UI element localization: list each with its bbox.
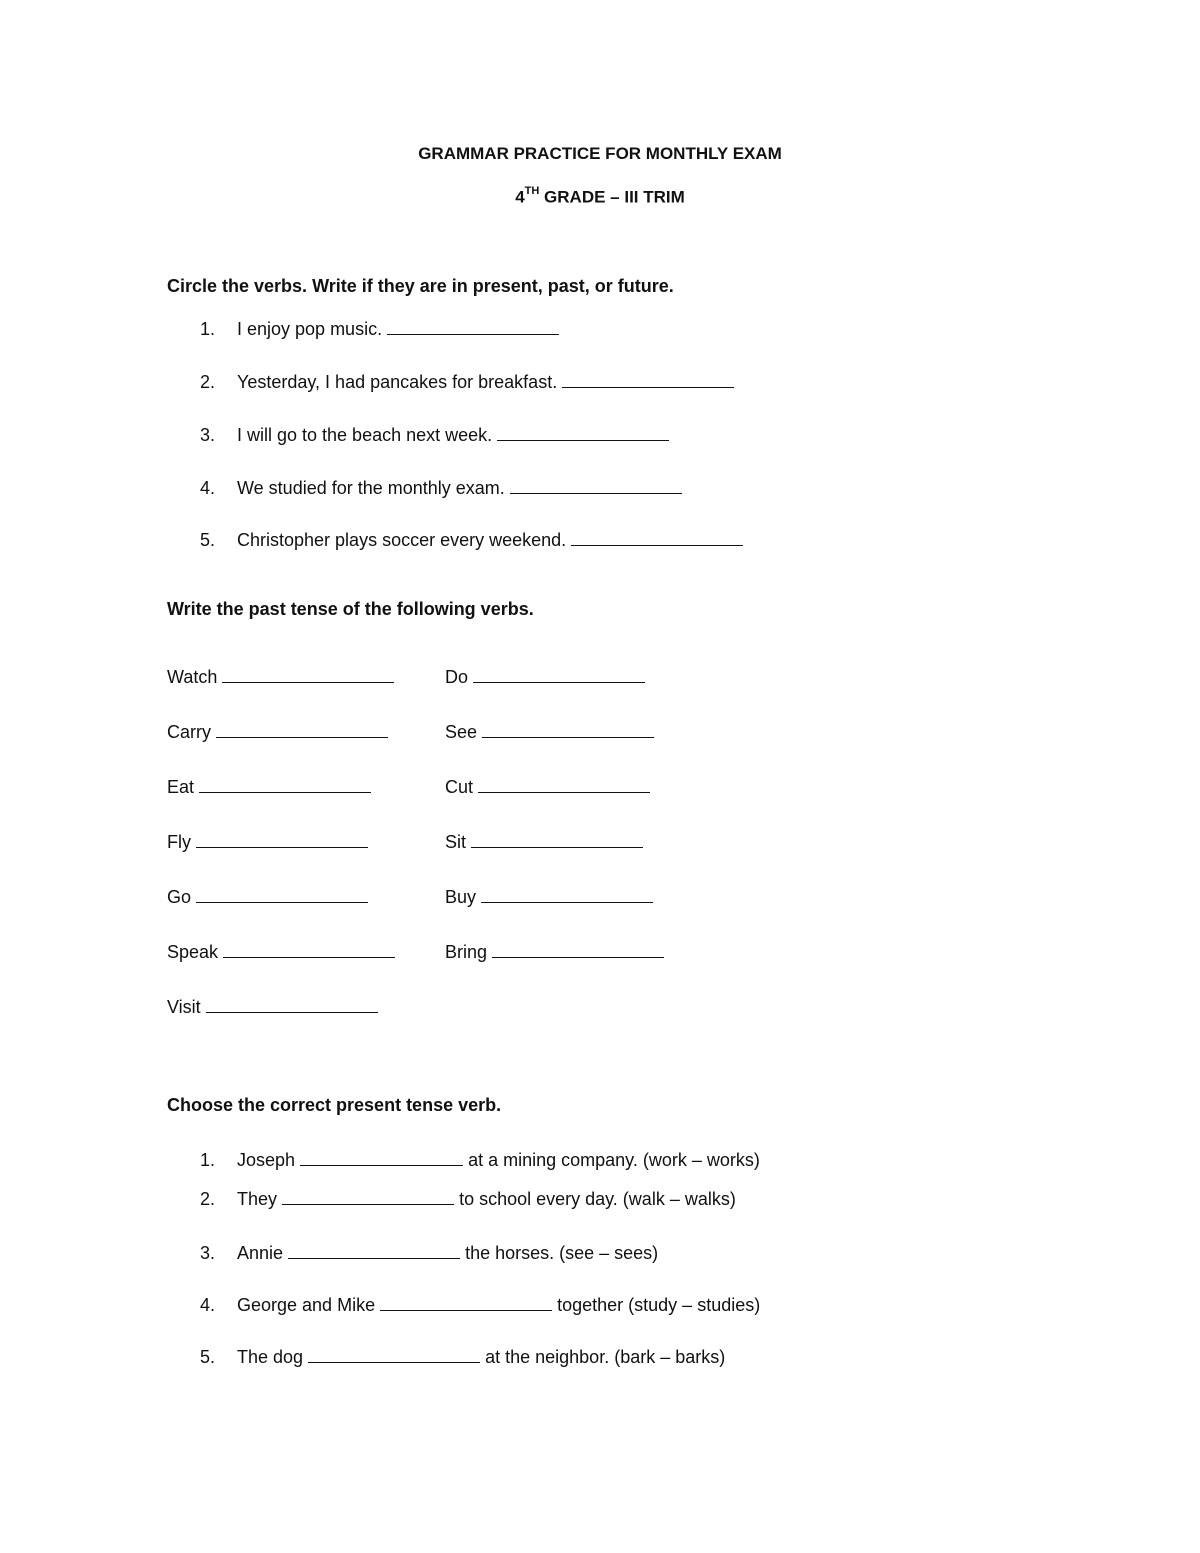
verb-item (167, 942, 395, 963)
grade-rest: GRADE – III TRIM (539, 187, 685, 207)
item-subject: George and Mike (237, 1295, 376, 1315)
item-sentence: Christopher plays soccer every weekend. (237, 530, 567, 550)
verb-item (445, 887, 653, 908)
verb-label: Sit (445, 832, 467, 852)
answer-blank[interactable] (510, 479, 682, 494)
answer-blank[interactable] (288, 1244, 460, 1259)
verb-label: Go (167, 887, 192, 907)
item-sentence: I enjoy pop music. (237, 319, 383, 339)
item-subject: Annie (237, 1243, 284, 1263)
verb-label: Carry (167, 722, 211, 742)
item-subject: Joseph (237, 1150, 296, 1170)
answer-blank[interactable] (497, 426, 669, 441)
answer-blank[interactable] (216, 723, 388, 738)
answer-blank[interactable] (222, 668, 394, 683)
grade-number: 4 (515, 187, 525, 207)
answer-blank[interactable] (196, 888, 368, 903)
answer-blank[interactable] (206, 998, 378, 1013)
item-rest: at a mining company. (work – works) (468, 1150, 760, 1170)
section1-heading: Circle the verbs. Write if they are in present, past, or future. (167, 276, 674, 296)
item-sentence: We studied for the monthly exam. (237, 478, 505, 498)
item-number: 2. (200, 1189, 216, 1209)
item-number: 2. (200, 372, 216, 392)
item-subject: The dog (237, 1347, 304, 1367)
verb-item (167, 722, 388, 743)
verb-label: Eat (167, 777, 195, 797)
answer-blank[interactable] (199, 778, 371, 793)
verb-item (167, 887, 368, 908)
answer-blank[interactable] (571, 531, 743, 546)
verb-label: See (445, 722, 478, 742)
verb-item (167, 777, 371, 798)
verb-label: Watch (167, 667, 218, 687)
item-number: 5. (200, 1347, 216, 1367)
answer-blank[interactable] (387, 320, 559, 335)
item-rest: at the neighbor. (bark – barks) (485, 1347, 726, 1367)
answer-blank[interactable] (471, 833, 643, 848)
item-rest: the horses. (see – sees) (465, 1243, 659, 1263)
section2-heading: Write the past tense of the following verbs. (167, 599, 534, 619)
item-sentence: Yesterday, I had pancakes for breakfast. (237, 372, 558, 392)
answer-blank[interactable] (478, 778, 650, 793)
verb-label: Buy (445, 887, 477, 907)
answer-blank[interactable] (196, 833, 368, 848)
item-number: 1. (200, 1150, 216, 1170)
answer-blank[interactable] (473, 668, 645, 683)
verb-item (445, 942, 664, 963)
worksheet-title: GRAMMAR PRACTICE FOR MONTHLY EXAM (418, 144, 782, 163)
verb-label: Cut (445, 777, 474, 797)
answer-blank[interactable] (308, 1348, 480, 1363)
item-subject: They (237, 1189, 278, 1209)
item-rest: together (study – studies) (557, 1295, 761, 1315)
item-number: 4. (200, 478, 216, 498)
grade-suffix: TH (524, 185, 540, 197)
verb-item (445, 832, 643, 853)
answer-blank[interactable] (300, 1151, 463, 1166)
item-number: 1. (200, 319, 216, 339)
verb-label: Visit (167, 997, 201, 1017)
answer-blank[interactable] (481, 888, 653, 903)
item-number: 3. (200, 425, 216, 445)
verb-item (167, 667, 394, 688)
answer-blank[interactable] (223, 943, 395, 958)
verb-item (445, 667, 645, 688)
item-number: 5. (200, 530, 216, 550)
answer-blank[interactable] (492, 943, 664, 958)
verb-label: Speak (167, 942, 219, 962)
answer-blank[interactable] (282, 1190, 454, 1205)
verb-label: Fly (167, 832, 191, 852)
answer-blank[interactable] (482, 723, 654, 738)
verb-label: Bring (445, 942, 488, 962)
item-sentence: I will go to the beach next week. (237, 425, 493, 445)
verb-item (167, 832, 368, 853)
section3-heading: Choose the correct present tense verb. (167, 1095, 502, 1115)
verb-item (167, 997, 378, 1018)
verb-label: Do (445, 667, 469, 687)
item-number: 3. (200, 1243, 216, 1263)
grade-line (0, 187, 1200, 208)
item-number: 4. (200, 1295, 216, 1315)
verb-item (445, 777, 650, 798)
item-rest: to school every day. (walk – walks) (459, 1189, 736, 1209)
verb-item (445, 722, 654, 743)
answer-blank[interactable] (380, 1296, 552, 1311)
answer-blank[interactable] (562, 373, 734, 388)
